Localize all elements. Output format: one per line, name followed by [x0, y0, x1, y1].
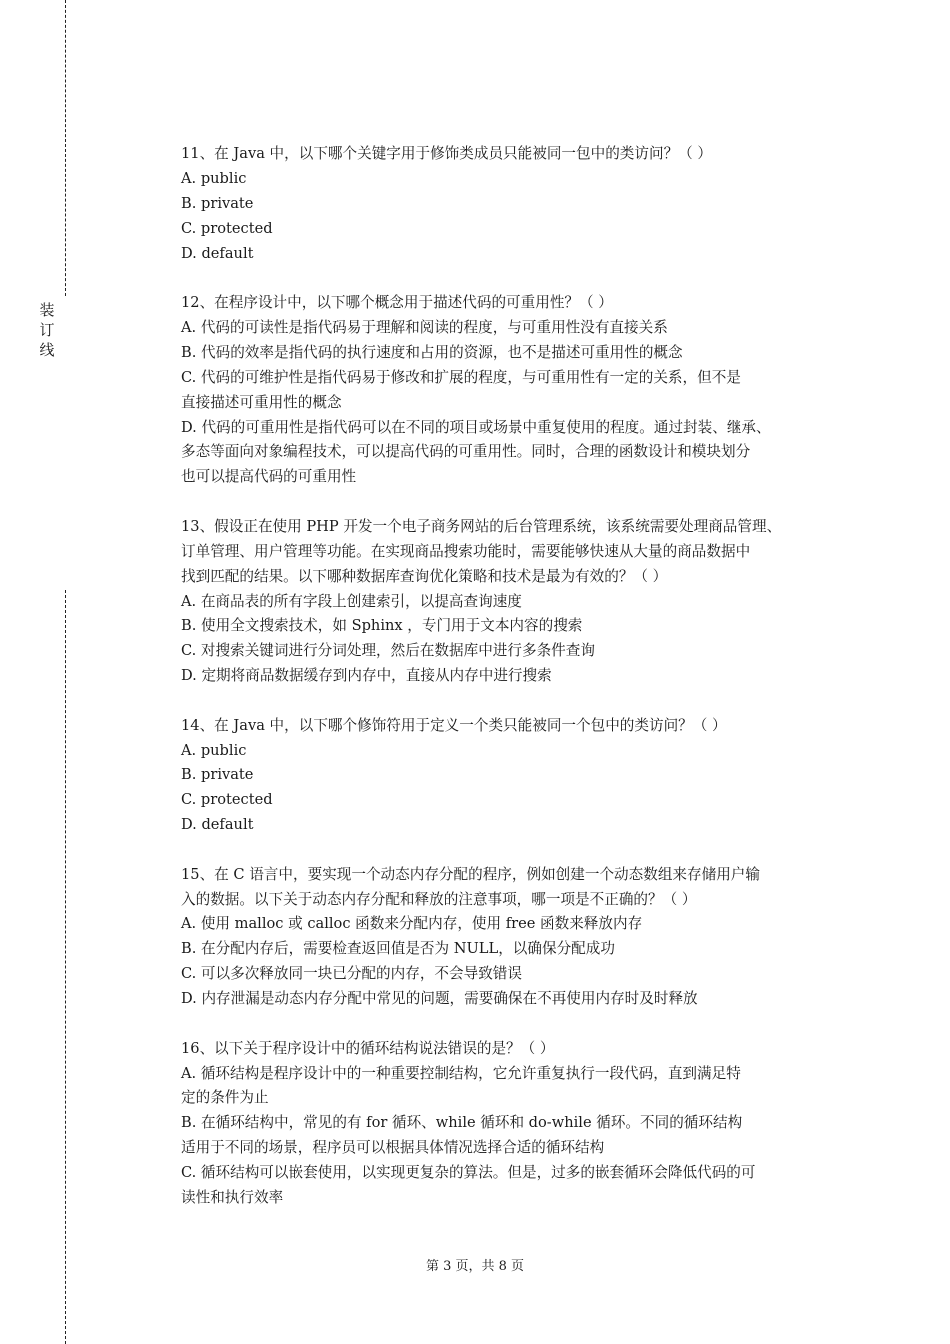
- option-c: C. 循环结构可以嵌套使用，以实现更复杂的算法。但是，过多的嵌套循环会降低代码的可: [181, 1164, 756, 1182]
- question-stem: 16、以下关于程序设计中的循环结构说法错误的是？（ ）: [181, 1039, 555, 1057]
- option-b: B. private: [181, 194, 254, 212]
- binding-line-top: [65, 0, 66, 296]
- option-d: D. 定期将商品数据缓存到内存中，直接从内存中进行搜索: [181, 667, 552, 685]
- option-a: A. 代码的可读性是指代码易于理解和阅读的程度，与可重用性没有直接关系: [181, 318, 668, 336]
- option-b: B. 使用全文搜索技术，如 Sphinx ，专门用于文本内容的搜索: [181, 617, 583, 635]
- question-stem: 订单管理、用户管理等功能。在实现商品搜索功能时，需要能够快速从大量的商品数据中: [181, 542, 751, 560]
- question-stem: 12、在程序设计中，以下哪个概念用于描述代码的可重用性？（ ）: [181, 294, 613, 312]
- option-d: 也可以提高代码的可重用性: [181, 468, 357, 486]
- question-3: [181, 515, 846, 689]
- question-6: [181, 1037, 846, 1211]
- option-a: A. public: [181, 169, 247, 187]
- option-a: A. 循环结构是程序设计中的一种重要控制结构，它允许重复执行一段代码，直到满足特: [181, 1064, 741, 1082]
- option-d: D. default: [181, 816, 254, 834]
- option-c: C. 可以多次释放同一块已分配的内存，不会导致错误: [181, 965, 522, 983]
- option-b: 适用于不同的场景，程序员可以根据具体情况选择合适的循环结构: [181, 1139, 605, 1157]
- option-d: D. 内存泄漏是动态内存分配中常见的问题，需要确保在不再使用内存时及时释放: [181, 990, 698, 1008]
- question-stem: 14、在 Java 中，以下哪个修饰符用于定义一个类只能被同一个包中的类访问？（ ）: [181, 716, 727, 734]
- question-2: [181, 291, 846, 490]
- option-c: 直接描述可重用性的概念: [181, 393, 342, 411]
- question-list: [181, 142, 846, 1235]
- option-a: 定的条件为止: [181, 1089, 269, 1107]
- option-c: C. 对搜索关键词进行分词处理，然后在数据库中进行多条件查询: [181, 642, 595, 660]
- option-c: C. 代码的可维护性是指代码易于修改和扩展的程度，与可重用性有一定的关系，但不是: [181, 368, 741, 386]
- option-b: B. 在循环结构中，常见的有 for 循环、while 循环和 do-while 循环。不同的循环结构: [181, 1114, 743, 1132]
- option-b: B. 在分配内存后，需要检查返回值是否为 NULL，以确保分配成功: [181, 940, 615, 958]
- page-footer: 第 3 页，共 8 页: [425, 1259, 525, 1274]
- option-c: C. protected: [181, 219, 273, 237]
- question-stem: 13、假设正在使用 PHP 开发一个电子商务网站的后台管理系统，该系统需要处理商品管理、: [181, 517, 782, 535]
- question-stem: 找到匹配的结果。以下哪种数据库查询优化策略和技术是最为有效的？（ ）: [181, 567, 668, 585]
- question-4: [181, 714, 846, 839]
- option-a: A. public: [181, 741, 247, 759]
- question-5: [181, 863, 846, 1012]
- option-a: A. 使用 malloc 或 calloc 函数来分配内存，使用 free 函数来释放内存: [181, 915, 643, 933]
- binding-line-bottom: [65, 590, 66, 1344]
- option-b: B. 代码的效率是指代码的执行速度和占用的资源，也不是描述可重用性的概念: [181, 343, 683, 361]
- option-a: A. 在商品表的所有字段上创建索引，以提高查询速度: [181, 592, 522, 610]
- option-c: C. protected: [181, 791, 273, 809]
- question-1: [181, 142, 846, 267]
- question-stem: 15、在 C 语言中，要实现一个动态内存分配的程序，例如创建一个动态数组来存储用户输: [181, 865, 760, 883]
- question-stem: 11、在 Java 中，以下哪个关键字用于修饰类成员只能被同一包中的类访问？（ ）: [181, 145, 712, 162]
- option-c: 读性和执行效率: [181, 1189, 284, 1207]
- option-b: B. private: [181, 766, 254, 784]
- option-d: D. 代码的可重用性是指代码可以在不同的项目或场景中重复使用的程度。通过封装、继承、: [181, 418, 771, 436]
- option-d: D. default: [181, 244, 254, 262]
- option-d: 多态等面向对象编程技术，可以提高代码的可重用性。同时，合理的函数设计和模块划分: [181, 443, 751, 461]
- binding-label: 装订线: [39, 301, 55, 359]
- question-stem: 入的数据。以下关于动态内存分配和释放的注意事项，哪一项是不正确的？（ ）: [181, 890, 697, 908]
